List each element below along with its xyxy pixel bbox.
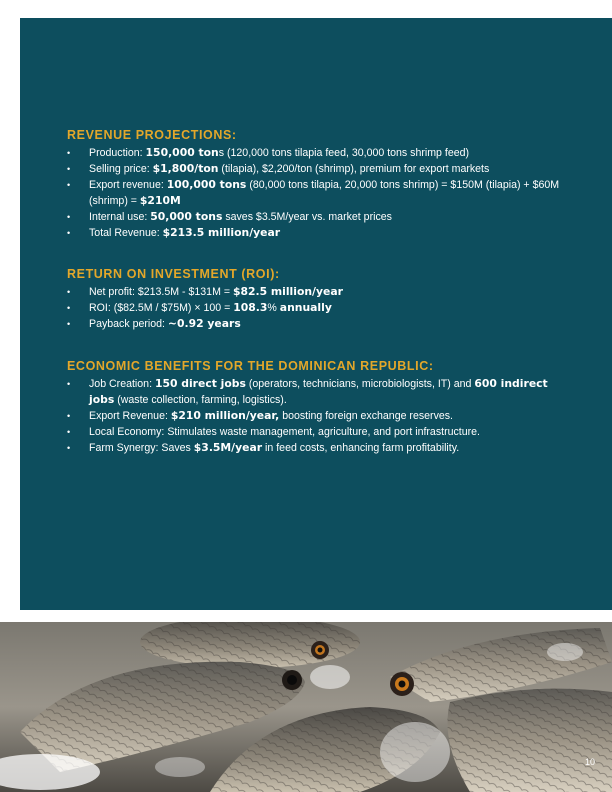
list-item: • Payback period: ~0.92 years xyxy=(67,316,567,332)
section-roi xyxy=(67,267,567,332)
content-panel xyxy=(20,18,612,610)
list-item: • ROI: ($82.5M / $75M) × 100 = 108.3% annually xyxy=(67,300,567,316)
tilapia-fish-photo xyxy=(0,622,612,792)
document-body xyxy=(67,128,567,482)
list-item: • Net profit: $213.5M - $131M = $82.5 million/year xyxy=(67,284,567,300)
list-item: • Export Revenue: $210 million/year, boosting foreign exchange reserves. xyxy=(67,408,567,424)
list-item: • Farm Synergy: Saves $3.5M/year in feed costs, enhancing farm profitability. xyxy=(67,440,567,456)
list-item: • Local Economy: Stimulates waste management, agriculture, and port infrastructure. xyxy=(67,424,567,440)
fish-illustration xyxy=(0,622,612,792)
section-revenue-projections xyxy=(67,128,567,241)
list-item: • Production: 150,000 tons (120,000 tons tilapia feed, 30,000 tons shrimp feed) xyxy=(67,145,567,161)
section-heading: RETURN ON INVESTMENT (ROI): xyxy=(67,267,280,281)
section-heading: REVENUE PROJECTIONS: xyxy=(67,128,237,142)
list-item: • Total Revenue: $213.5 million/year xyxy=(67,225,567,241)
bullet-list xyxy=(67,145,567,241)
list-item: • Internal use: 50,000 tons saves $3.5M/year vs. market prices xyxy=(67,209,567,225)
section-economic-benefits xyxy=(67,359,567,456)
list-item: • Export revenue: 100,000 tons (80,000 tons tilapia, 20,000 tons shrimp) = $150M (tilapia) + $60M (shrimp) = $210M xyxy=(67,177,567,209)
page-number: 10 xyxy=(584,757,595,767)
bullet-list xyxy=(67,284,567,332)
list-item: • Selling price: $1,800/ton (tilapia), $2,200/ton (shrimp), premium for export markets xyxy=(67,161,567,177)
list-item: • Job Creation: 150 direct jobs (operators, technicians, microbiologists, IT) and 600 indirect jobs (waste collection, farming, logistics). xyxy=(67,376,567,408)
section-heading: ECONOMIC BENEFITS FOR THE DOMINICAN REPUBLIC: xyxy=(67,359,434,373)
bullet-list xyxy=(67,376,567,456)
